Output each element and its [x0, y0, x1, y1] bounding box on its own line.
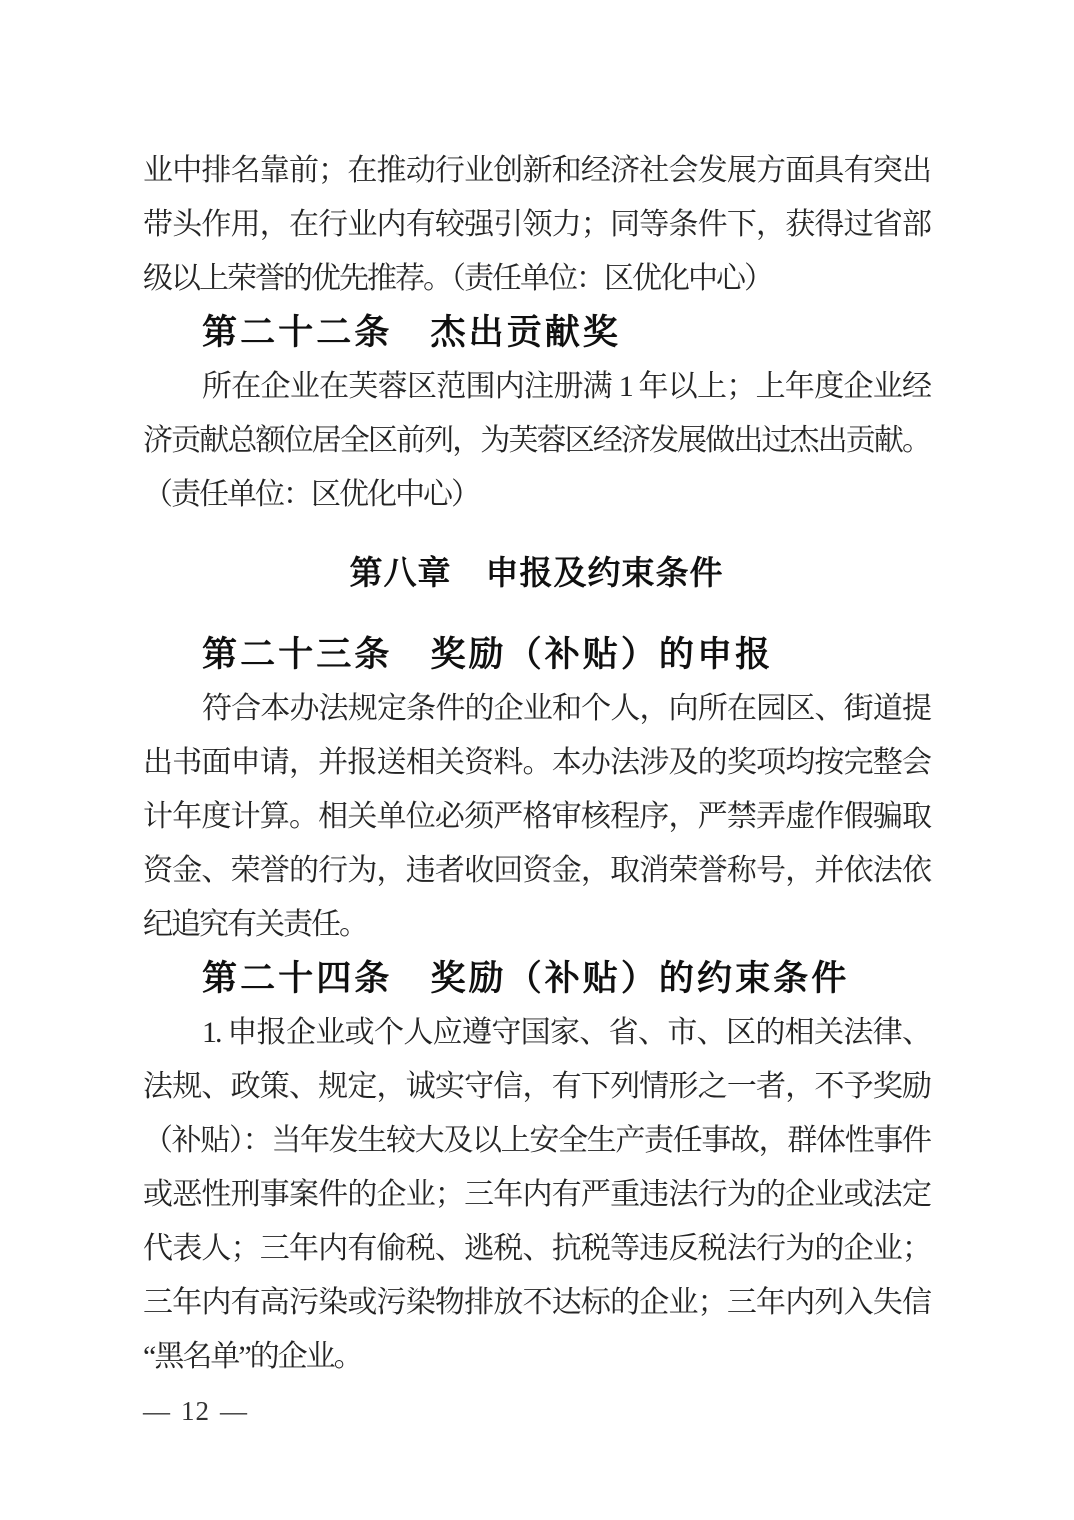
paragraph-continuation	[143, 144, 930, 306]
body-line: 济贡献总额位居全区前列，为芙蓉区经济发展做出过杰出贡献。	[143, 424, 930, 457]
chapter-8-heading: 第八章 申报及约束条件	[349, 553, 724, 592]
body-line: 三年内有高污染或污染物排放不达标的企业；三年内列入失信	[143, 1286, 930, 1319]
article-23-heading: 第二十三条 奖励（补贴）的申报	[202, 635, 774, 674]
body-line: 或恶性刑事案件的企业；三年内有严重违法行为的企业或法定	[143, 1178, 930, 1211]
body-line: 资金、荣誉的行为，违者收回资金，取消荣誉称号，并依法依	[143, 854, 930, 887]
body-line: 纪追究有关责任。	[143, 908, 367, 941]
article-24-heading: 第二十四条 奖励（补贴）的约束条件	[202, 959, 850, 998]
body-line: 代表人；三年内有偷税、逃税、抗税等违反税法行为的企业；	[143, 1232, 930, 1265]
body-line: 出书面申请，并报送相关资料。本办法涉及的奖项均按完整会	[143, 746, 930, 779]
body-line: 计年度计算。相关单位必须严格审核程序，严禁弄虚作假骗取	[143, 800, 930, 833]
body-line: “黑名单”的企业。	[143, 1340, 362, 1373]
body-line: 符合本办法规定条件的企业和个人，向所在园区、街道提	[202, 692, 930, 725]
footer-dash-left: —	[143, 1396, 171, 1426]
body-line: 法规、政策、规定，诚实守信，有下列情形之一者，不予奖励	[143, 1070, 930, 1103]
body-line: （责任单位：区优化中心）	[143, 478, 479, 511]
page-number: 12	[181, 1396, 210, 1426]
paragraph-article-22	[143, 360, 930, 522]
body-line: 所在企业在芙蓉区范围内注册满 1 年以上；上年度企业经	[202, 370, 930, 403]
paragraph-article-24	[143, 1006, 930, 1384]
paragraph-article-23	[143, 682, 930, 952]
page-footer	[143, 1396, 248, 1427]
document-body	[143, 144, 930, 1384]
body-line: 业中排名靠前；在推动行业创新和经济社会发展方面具有突出	[143, 154, 930, 187]
body-line: （补贴）：当年发生较大及以上安全生产责任事故，群体性事件	[143, 1124, 930, 1157]
body-line: 1. 申报企业或个人应遵守国家、省、市、区的相关法律、	[202, 1016, 930, 1049]
body-line: 级以上荣誉的优先推荐。（责任单位：区优化中心）	[143, 262, 772, 295]
body-line: 带头作用，在行业内有较强引领力；同等条件下，获得过省部	[143, 208, 930, 241]
footer-dash-right: —	[220, 1396, 248, 1426]
article-22-heading: 第二十二条 杰出贡献奖	[202, 313, 621, 352]
